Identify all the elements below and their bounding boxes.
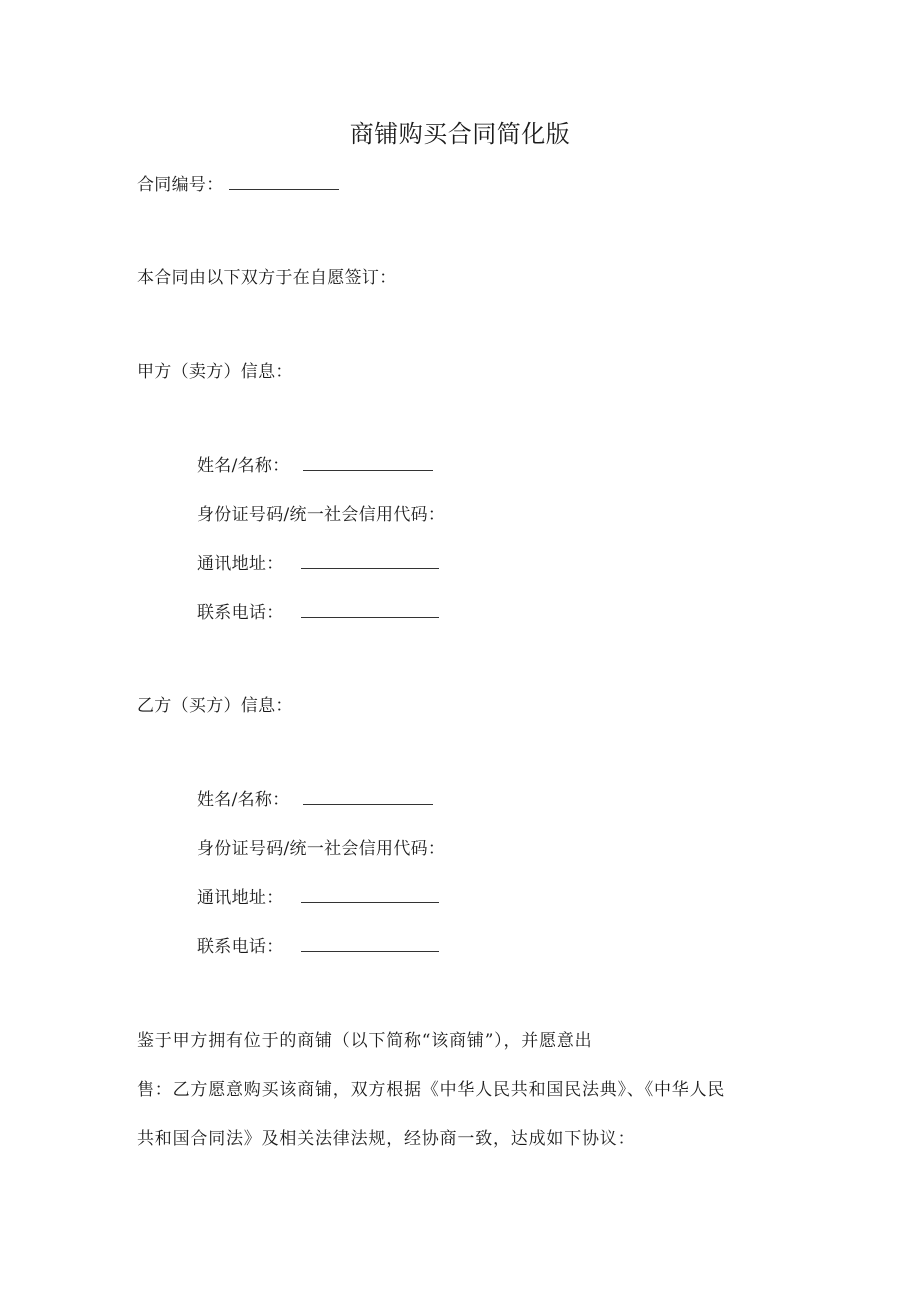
party-a-address-blank xyxy=(301,567,439,569)
party-a-name-label: 姓名/名称： xyxy=(197,456,290,476)
party-a-name-blank xyxy=(303,469,433,471)
party-b-phone-label: 联系电话： xyxy=(197,937,284,957)
intro-text: 本合同由以下双方于在自愿签订： xyxy=(137,268,397,288)
party-a-phone-label: 联系电话： xyxy=(197,603,284,623)
party-b-address-label: 通讯地址： xyxy=(197,888,284,908)
preamble-line-2: 售：乙方愿意购买该商铺，双方根据《中华人民共和国民法典》、《中华人民 xyxy=(137,1080,726,1100)
party-b-name-blank xyxy=(303,803,433,805)
party-b-name-row xyxy=(197,792,433,809)
party-a-id-label: 身份证号码/统一社会信用代码： xyxy=(197,505,446,525)
party-b-heading: 乙方（买方）信息： xyxy=(137,696,293,716)
contract-number-blank xyxy=(229,188,339,190)
party-a-heading: 甲方（卖方）信息： xyxy=(137,362,293,382)
party-a-address-label: 通讯地址： xyxy=(197,554,284,574)
party-b-phone-blank xyxy=(301,950,439,952)
party-a-phone-row xyxy=(197,605,439,622)
party-a-address-row xyxy=(197,556,439,573)
party-b-address-blank xyxy=(301,901,439,903)
party-b-id-label: 身份证号码/统一社会信用代码： xyxy=(197,839,446,859)
party-b-address-row xyxy=(197,890,439,907)
party-b-phone-row xyxy=(197,939,439,956)
preamble-line-3: 共和国合同法》及相关法律法规，经协商一致，达成如下协议： xyxy=(137,1129,636,1149)
party-a-name-row xyxy=(197,458,433,475)
preamble-line-1: 鉴于甲方拥有位于的商铺（以下简称“该商铺”），并愿意出 xyxy=(137,1031,593,1051)
party-b-name-label: 姓名/名称： xyxy=(197,790,290,810)
contract-number-row xyxy=(137,177,339,194)
document-title: 商铺购买合同简化版 xyxy=(349,120,571,148)
contract-number-label: 合同编号： xyxy=(137,175,224,195)
party-a-phone-blank xyxy=(301,616,439,618)
